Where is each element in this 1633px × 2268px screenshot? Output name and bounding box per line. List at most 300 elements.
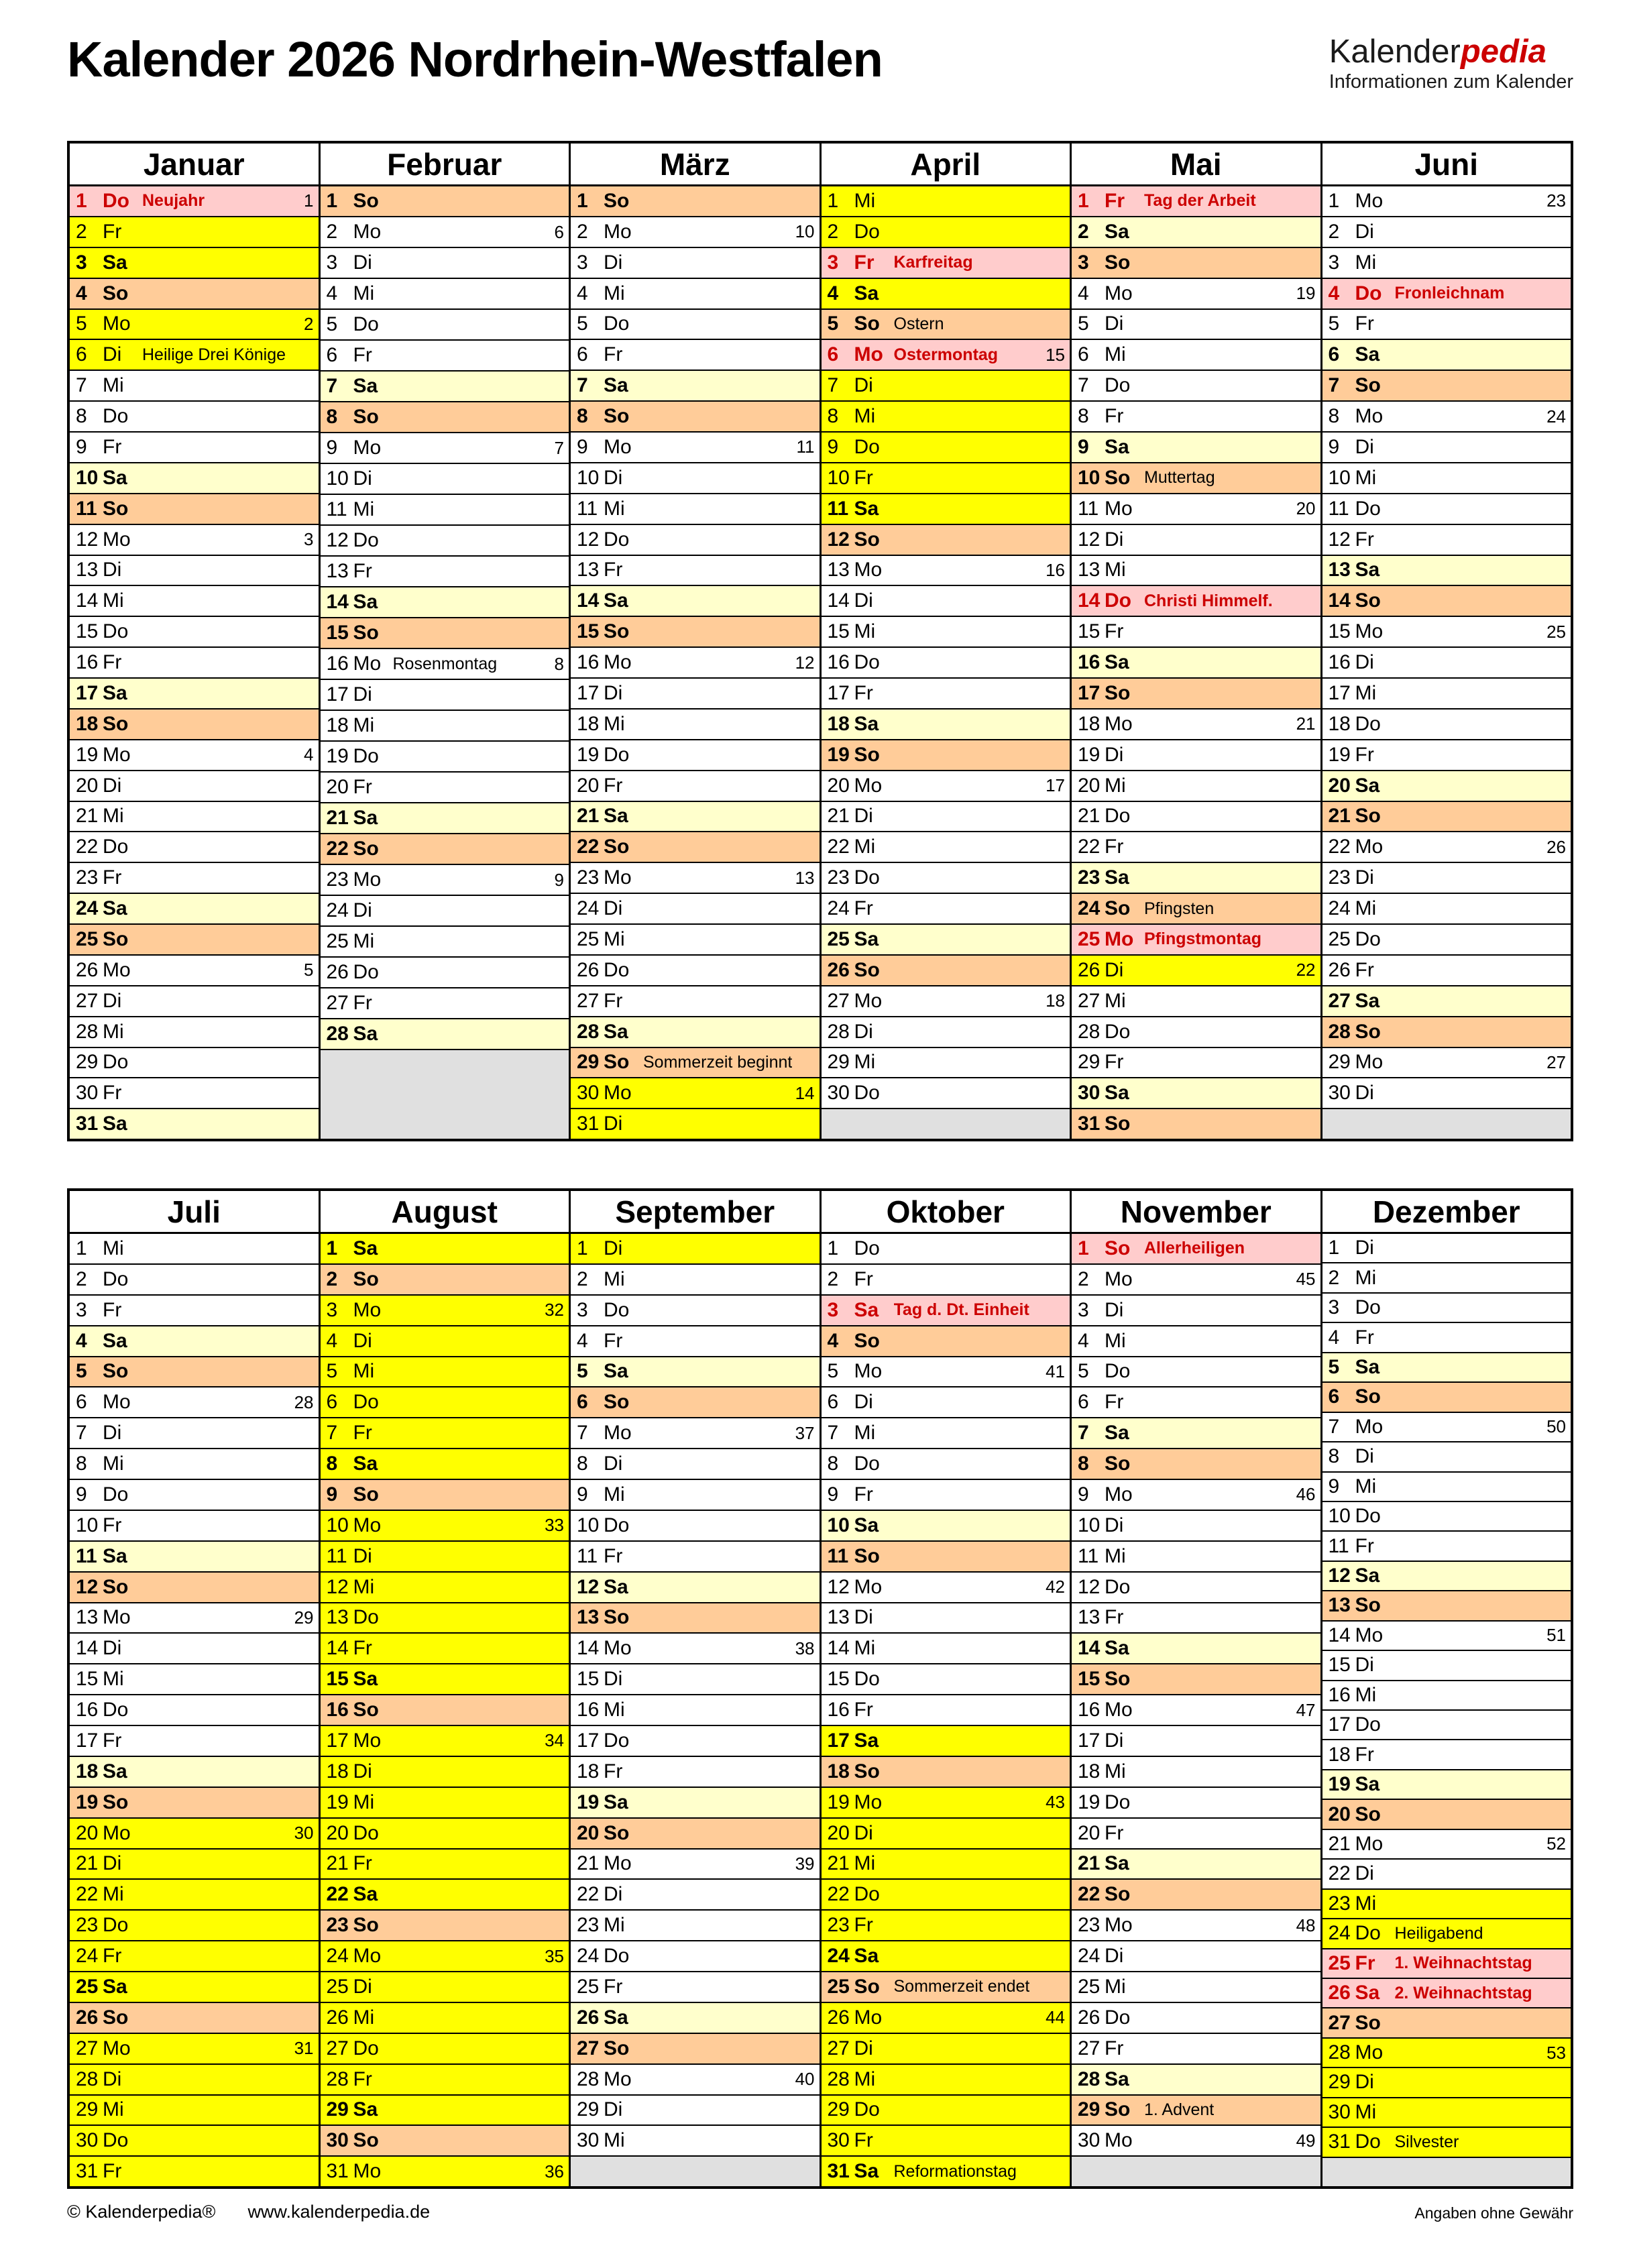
day-row: [70, 894, 319, 925]
day-number: 15: [827, 1668, 850, 1691]
weekday-label: Sa: [604, 805, 628, 828]
holiday-note: Pfingstmontag: [1144, 929, 1261, 949]
weekday-label: Fr: [103, 1945, 122, 1968]
day-row: [822, 494, 1070, 525]
day-number: 1: [76, 1237, 87, 1259]
day-number: 29: [1328, 1051, 1351, 1074]
weekday-label: So: [1105, 2098, 1131, 2121]
day-row: [571, 740, 820, 771]
day-number: 10: [577, 1514, 600, 1536]
day-number: 28: [76, 2067, 99, 2090]
weekday-label: Do: [103, 620, 129, 643]
day-number: 31: [577, 1113, 600, 1135]
weekday-label: Di: [854, 589, 873, 612]
day-row: [1072, 2034, 1320, 2065]
day-number: 29: [1328, 2071, 1351, 2094]
day-number: 15: [1078, 620, 1101, 643]
weekday-label: Mo: [353, 221, 382, 243]
day-number: 6: [76, 343, 87, 366]
day-number: 12: [1328, 528, 1351, 551]
weekday-label: Do: [604, 1729, 630, 1752]
holiday-note: Rosenmontag: [392, 654, 498, 673]
day-number: 24: [76, 1945, 99, 1968]
day-number: 8: [827, 405, 839, 428]
week-number: 49: [1296, 2130, 1316, 2151]
weekday-label: Do: [1355, 712, 1381, 735]
weekday-label: Mi: [604, 497, 625, 520]
day-number: 11: [1078, 497, 1099, 520]
day-row: [822, 1911, 1070, 1941]
weekday-label: Di: [353, 251, 372, 274]
day-number: 19: [577, 743, 600, 766]
weekday-label: So: [1105, 251, 1131, 274]
day-row: [321, 1265, 569, 1296]
day-number: 22: [76, 1883, 99, 1906]
day-number: 26: [326, 2006, 349, 2029]
weekday-label: So: [103, 2006, 129, 2029]
weekday-label: Sa: [1355, 1982, 1380, 2004]
weekday-label: So: [1105, 1453, 1131, 1475]
weekday-label: Do: [1355, 927, 1381, 950]
weekday-label: Di: [353, 683, 372, 705]
day-number: 5: [326, 313, 338, 335]
day-row: [1322, 248, 1571, 279]
day-number: 19: [76, 1791, 99, 1813]
day-row: [1322, 1979, 1571, 2008]
weekday-label: Do: [854, 1668, 880, 1691]
day-number: 16: [326, 1699, 349, 1721]
weekday-label: Mi: [1105, 1760, 1126, 1782]
day-row: [822, 1573, 1070, 1603]
day-number: 20: [1328, 1803, 1351, 1825]
day-number: 1: [326, 190, 338, 212]
day-number: 16: [577, 651, 600, 674]
weekday-label: Sa: [103, 1329, 127, 1352]
day-number: 16: [827, 651, 850, 674]
weekday-label: Mi: [854, 836, 876, 858]
website-text: www.kalenderpedia.de: [247, 2202, 431, 2222]
day-row: [70, 1911, 319, 1941]
weekday-label: Mo: [103, 313, 131, 335]
week-number: 42: [1046, 1577, 1065, 1597]
day-row: [70, 433, 319, 463]
day-number: 27: [827, 989, 850, 1012]
day-row: [70, 1480, 319, 1511]
day-number: 26: [827, 2006, 850, 2029]
day-number: 24: [577, 897, 600, 920]
day-row: [1322, 1263, 1571, 1293]
day-row: [1322, 1562, 1571, 1591]
day-row: [321, 1634, 569, 1664]
month-days: [1072, 186, 1320, 1139]
day-number: 23: [326, 868, 349, 891]
day-row: [1072, 1573, 1320, 1603]
weekday-label: Mi: [1105, 989, 1126, 1012]
day-number: 23: [577, 1914, 600, 1937]
day-row: [1072, 802, 1320, 833]
day-number: 24: [577, 1945, 600, 1968]
weekday-label: So: [1105, 681, 1131, 704]
day-row: [321, 1326, 569, 1357]
day-number: 22: [577, 1883, 600, 1906]
day-row: [321, 2126, 569, 2157]
weekday-label: So: [103, 497, 129, 520]
weekday-label: Sa: [103, 897, 127, 920]
day-row: [1322, 371, 1571, 402]
weekday-label: Mi: [1105, 559, 1126, 581]
weekday-label: Mi: [1355, 897, 1377, 920]
month-name: Oktober: [822, 1191, 1070, 1234]
weekday-label: Mi: [854, 2067, 876, 2090]
day-row: [1322, 771, 1571, 802]
week-number: 46: [1296, 1484, 1316, 1505]
day-number: 7: [577, 1422, 588, 1444]
day-row: [1322, 710, 1571, 740]
day-row: [1322, 1800, 1571, 1829]
weekday-label: So: [353, 1914, 379, 1937]
weekday-label: Sa: [854, 497, 879, 520]
week-number: 48: [1296, 1915, 1316, 1935]
day-row: [822, 1480, 1070, 1511]
weekday-label: So: [353, 1699, 379, 1721]
day-row: [822, 986, 1070, 1017]
day-row: [1322, 402, 1571, 433]
day-row: [571, 1357, 820, 1388]
weekday-label: Di: [604, 251, 623, 274]
day-number: 8: [76, 1453, 87, 1475]
month-name: Mai: [1072, 144, 1320, 186]
calendar-table-second-half: [67, 1188, 1573, 2189]
day-row: [1072, 1449, 1320, 1480]
weekday-label: Do: [854, 435, 880, 458]
weekday-label: Mo: [604, 1082, 632, 1104]
empty-cell: [1072, 2157, 1320, 2186]
day-row: [1322, 679, 1571, 710]
weekday-label: Sa: [854, 927, 879, 950]
day-number: 20: [577, 1821, 600, 1844]
week-number: 50: [1546, 1416, 1566, 1437]
weekday-label: Di: [1105, 528, 1124, 551]
day-number: 26: [76, 2006, 99, 2029]
weekday-label: Do: [1105, 2006, 1131, 2029]
weekday-label: Sa: [353, 1023, 378, 1045]
day-number: 18: [577, 1760, 600, 1782]
day-row: [571, 1265, 820, 1296]
weekday-label: Di: [854, 2037, 873, 2059]
day-number: 14: [1328, 589, 1351, 612]
weekday-label: Do: [604, 1298, 630, 1321]
day-number: 29: [827, 1051, 850, 1074]
day-row: [70, 1234, 319, 1265]
day-number: 23: [827, 1914, 850, 1937]
day-row: [1072, 433, 1320, 463]
weekday-label: Di: [1105, 1945, 1124, 1968]
day-number: 2: [827, 220, 839, 243]
day-number: 11: [326, 498, 347, 520]
weekday-label: Di: [353, 1544, 372, 1567]
weekday-label: Mi: [1355, 681, 1377, 704]
day-number: 1: [1328, 189, 1340, 212]
day-number: 24: [76, 897, 99, 920]
weekday-label: Do: [604, 1514, 630, 1536]
day-row: [1072, 771, 1320, 802]
weekday-label: Fr: [103, 435, 122, 458]
month-days: [1072, 1234, 1320, 2186]
day-row: [321, 2096, 569, 2127]
weekday-label: Di: [1355, 435, 1374, 458]
day-number: 15: [1328, 620, 1351, 643]
day-row: [822, 925, 1070, 956]
week-number: 17: [1046, 775, 1065, 796]
day-number: 4: [326, 282, 338, 304]
weekday-label: Mo: [604, 2067, 632, 2090]
weekday-label: Mo: [103, 958, 131, 981]
day-row: [321, 1788, 569, 1819]
weekday-label: Mi: [604, 1267, 625, 1290]
day-row: [1322, 1532, 1571, 1561]
day-number: 1: [577, 189, 588, 212]
day-row: [70, 1418, 319, 1449]
day-number: 24: [1328, 897, 1351, 920]
weekday-label: Mo: [1105, 497, 1133, 520]
day-row: [822, 2034, 1070, 2065]
weekday-label: So: [604, 1391, 630, 1414]
weekday-label: Do: [604, 313, 630, 335]
day-number: 3: [827, 251, 839, 274]
weekday-label: Sa: [353, 591, 378, 613]
day-row: [822, 1326, 1070, 1357]
day-number: 26: [577, 958, 600, 981]
day-number: 3: [1328, 1296, 1340, 1319]
day-number: 16: [827, 1699, 850, 1721]
day-row: [822, 402, 1070, 433]
weekday-label: Di: [1355, 1862, 1374, 1885]
weekday-label: Mo: [854, 1791, 883, 1813]
week-number: 9: [554, 869, 564, 890]
day-number: 19: [1078, 1791, 1101, 1813]
weekday-label: Sa: [353, 2098, 378, 2121]
day-number: 13: [76, 1606, 99, 1629]
day-number: 19: [326, 1791, 349, 1813]
weekday-label: Mi: [353, 1791, 375, 1813]
weekday-label: Fr: [604, 1760, 623, 1782]
day-number: 21: [577, 805, 600, 828]
day-row: [321, 2157, 569, 2186]
weekday-label: Fr: [103, 220, 122, 243]
weekday-label: Fr: [1105, 620, 1124, 643]
day-number: 17: [1078, 681, 1101, 704]
weekday-label: Di: [353, 899, 372, 921]
weekday-label: Fr: [604, 774, 623, 797]
day-row: [1072, 1387, 1320, 1418]
day-row: [321, 341, 569, 372]
day-number: 26: [76, 958, 99, 981]
weekday-label: So: [1105, 1883, 1131, 1906]
day-row: [571, 1850, 820, 1880]
week-number: 35: [545, 1945, 564, 1966]
day-number: 18: [1328, 712, 1351, 735]
weekday-label: Di: [103, 1852, 122, 1875]
weekday-label: Do: [103, 2129, 129, 2152]
day-row: [70, 217, 319, 248]
day-row: [1322, 925, 1571, 956]
day-number: 11: [1328, 1534, 1349, 1557]
day-row: [1322, 1651, 1571, 1681]
weekday-label: So: [854, 958, 880, 981]
weekday-label: Do: [854, 1237, 880, 1259]
day-number: 30: [1328, 2100, 1351, 2123]
day-number: 9: [827, 435, 839, 458]
day-number: 28: [827, 1020, 850, 1043]
day-number: 7: [1328, 374, 1340, 397]
day-row: [822, 1788, 1070, 1819]
day-number: 24: [1328, 1922, 1351, 1945]
month-days: [1322, 186, 1571, 1139]
day-row: [822, 586, 1070, 617]
weekday-label: Di: [604, 2098, 623, 2121]
day-number: 23: [1078, 1914, 1101, 1937]
day-number: 16: [577, 1699, 600, 1721]
day-number: 4: [76, 1329, 87, 1352]
day-row: [70, 925, 319, 956]
week-number: 51: [1546, 1625, 1566, 1646]
holiday-note: Allerheiligen: [1144, 1239, 1245, 1258]
weekday-label: Mo: [1355, 836, 1384, 858]
day-number: 18: [827, 712, 850, 735]
weekday-label: Do: [854, 866, 880, 889]
day-number: 2: [326, 1267, 338, 1290]
day-number: 1: [76, 189, 87, 212]
day-row: [822, 2096, 1070, 2127]
day-row: [1322, 1048, 1571, 1079]
weekday-label: Mi: [103, 1668, 124, 1691]
month-name: November: [1072, 1191, 1320, 1234]
day-row: [571, 2126, 820, 2157]
day-row: [1072, 1265, 1320, 1296]
weekday-label: Mi: [854, 1637, 876, 1660]
day-row: [571, 986, 820, 1017]
footer-copyright: [67, 2202, 430, 2222]
day-number: 20: [326, 1821, 349, 1844]
day-number: 26: [827, 958, 850, 981]
day-row: [822, 1542, 1070, 1573]
day-row: [1322, 340, 1571, 371]
day-row: [1322, 1622, 1571, 1651]
day-row: [70, 1788, 319, 1819]
weekday-label: Do: [1355, 497, 1381, 520]
day-number: 16: [1078, 651, 1101, 674]
weekday-label: Fr: [1105, 836, 1124, 858]
day-row: [70, 556, 319, 587]
weekday-label: Do: [1105, 1020, 1131, 1043]
weekday-label: So: [1355, 374, 1381, 397]
day-number: 12: [1078, 1575, 1101, 1598]
weekday-label: Mo: [1355, 189, 1384, 212]
weekday-label: Do: [1355, 282, 1382, 304]
weekday-label: Do: [103, 836, 129, 858]
day-row: [70, 1941, 319, 1972]
weekday-label: Mi: [604, 1914, 625, 1937]
weekday-label: Di: [1355, 1237, 1374, 1259]
day-number: 2: [577, 220, 588, 243]
weekday-label: Do: [854, 1883, 880, 1906]
day-row: [70, 310, 319, 341]
day-number: 19: [1328, 743, 1351, 766]
day-number: 12: [326, 529, 349, 551]
weekday-label: Mi: [1105, 1975, 1126, 1998]
day-number: 23: [326, 1914, 349, 1937]
weekday-label: So: [854, 528, 880, 551]
day-row: [1322, 1860, 1571, 1889]
weekday-label: Do: [854, 1082, 880, 1104]
day-number: 16: [1328, 1683, 1351, 1706]
month-column-februar: [321, 144, 571, 1139]
day-number: 6: [1328, 343, 1340, 366]
day-number: 31: [1078, 1113, 1101, 1135]
day-number: 11: [577, 497, 598, 520]
week-number: 29: [294, 1607, 314, 1628]
day-row: [822, 1048, 1070, 1079]
weekday-label: Di: [1355, 866, 1374, 889]
day-number: 9: [1328, 435, 1340, 458]
day-row: [822, 1664, 1070, 1695]
month-name: Dezember: [1322, 1191, 1571, 1234]
day-number: 10: [827, 466, 850, 489]
day-number: 3: [1078, 251, 1089, 274]
day-number: 28: [326, 2067, 349, 2090]
day-row: [70, 1357, 319, 1388]
empty-cell: [822, 1109, 1070, 1139]
day-row: [1072, 1603, 1320, 1634]
day-number: 31: [827, 2160, 850, 2183]
day-row: [571, 802, 820, 833]
day-number: 27: [1328, 2011, 1351, 2034]
weekday-label: So: [353, 2129, 379, 2152]
weekday-label: Do: [604, 743, 630, 766]
week-number: 33: [545, 1515, 564, 1536]
weekday-label: Mi: [1105, 774, 1126, 797]
week-number: 8: [554, 653, 564, 674]
day-row: [321, 1296, 569, 1326]
day-row: [1072, 1911, 1320, 1941]
day-number: 21: [827, 805, 850, 828]
day-number: 5: [827, 1360, 839, 1383]
day-number: 4: [827, 282, 839, 304]
day-number: 13: [1078, 1606, 1101, 1629]
weekday-label: So: [353, 1267, 379, 1290]
day-number: 3: [326, 251, 338, 274]
day-number: 29: [326, 2098, 349, 2121]
weekday-label: Sa: [604, 1791, 628, 1813]
day-number: 10: [76, 1514, 99, 1536]
weekday-label: Sa: [604, 2006, 628, 2029]
day-row: [1322, 556, 1571, 587]
weekday-label: Do: [103, 1051, 129, 1074]
day-row: [70, 1265, 319, 1296]
weekday-label: So: [604, 189, 630, 212]
day-row: [1322, 1234, 1571, 1263]
day-row: [1322, 1770, 1571, 1800]
weekday-label: Di: [1355, 1082, 1374, 1104]
day-number: 13: [577, 1606, 600, 1629]
weekday-label: Mi: [604, 1483, 625, 1506]
weekday-label: Do: [1355, 2131, 1381, 2153]
month-column-juni: [1322, 144, 1571, 1139]
holiday-note: Fronleichnam: [1394, 284, 1505, 303]
weekday-label: So: [103, 1360, 129, 1383]
weekday-label: Mi: [103, 1020, 124, 1043]
day-number: 4: [1078, 1329, 1089, 1352]
